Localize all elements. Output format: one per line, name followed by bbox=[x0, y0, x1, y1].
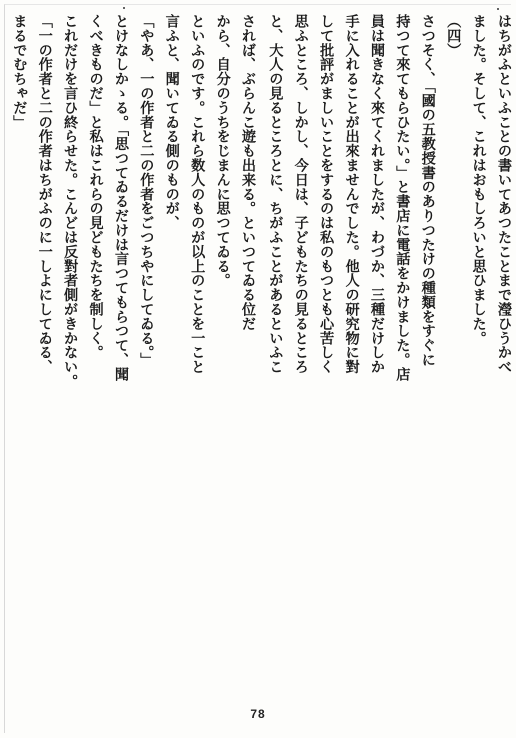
text-line: ました。そして、これはおもしろいと思ひました。 bbox=[470, 14, 487, 346]
text-line: 持つて來てもらひたい。」と書店に電話をかけました。店 bbox=[394, 14, 411, 382]
text-line: と、大人の見るところとに、ちがふことがあるといふこ bbox=[267, 14, 284, 374]
text-line: して批評がましいことをするのは私のもつとも心苦しく bbox=[318, 14, 335, 374]
text-line: 「やあ、一の作者と二の作者をごつちやにしてゐる。」 bbox=[138, 14, 155, 367]
text-line: 員は聞きなく來てくれましたが、わづか、三種だけしか bbox=[368, 14, 385, 374]
text-line: はちがふといふことの書いてあつたことまで瀅ひうかべ bbox=[496, 14, 512, 374]
text-line: 言ふと、聞いてゐる側のものが、 bbox=[163, 14, 180, 230]
ink-speck bbox=[123, 7, 125, 9]
text-line: されば、ぶらんこ遊も出来る。といつてゐる位だ bbox=[240, 14, 256, 331]
text-line: 手に入れることが出來ませんでした。他人の研究物に對 bbox=[343, 14, 360, 374]
text-line: （四） bbox=[445, 14, 462, 58]
text-line: 思ふところ、しかし、今日は、子どもたちの見るところ bbox=[292, 14, 309, 374]
text-line: これだけを言ひ終らせた。こんどは反對者側がきかない。 bbox=[62, 14, 79, 389]
ink-speck bbox=[497, 8, 499, 10]
text-line: くべきものだ」と私はこれらの見どもたちを制しく。 bbox=[87, 14, 104, 360]
page-number: 78 bbox=[250, 707, 266, 721]
text-line: さつそく、「國の五教授書のありつたけの種類をすぐに bbox=[419, 14, 436, 367]
right-text-block bbox=[4, 14, 260, 704]
left-text-block bbox=[260, 14, 516, 704]
text-line: まるでむちゃだ」 bbox=[11, 14, 28, 130]
text-line: とけなしかゝる。「思つてゐるだけは言つてもらつて、聞 bbox=[112, 14, 129, 382]
text-line bbox=[4, 14, 6, 704]
text-line: といふのです。これら数人のものが以上のことを一こと bbox=[189, 14, 206, 374]
text-line: から、自分のうちをじまんに思つてゐる。 bbox=[214, 14, 231, 288]
text-line bbox=[260, 14, 262, 704]
text-line: 「一の作者と二の作者はちがふのに一しよにしてゐる、 bbox=[36, 14, 53, 374]
